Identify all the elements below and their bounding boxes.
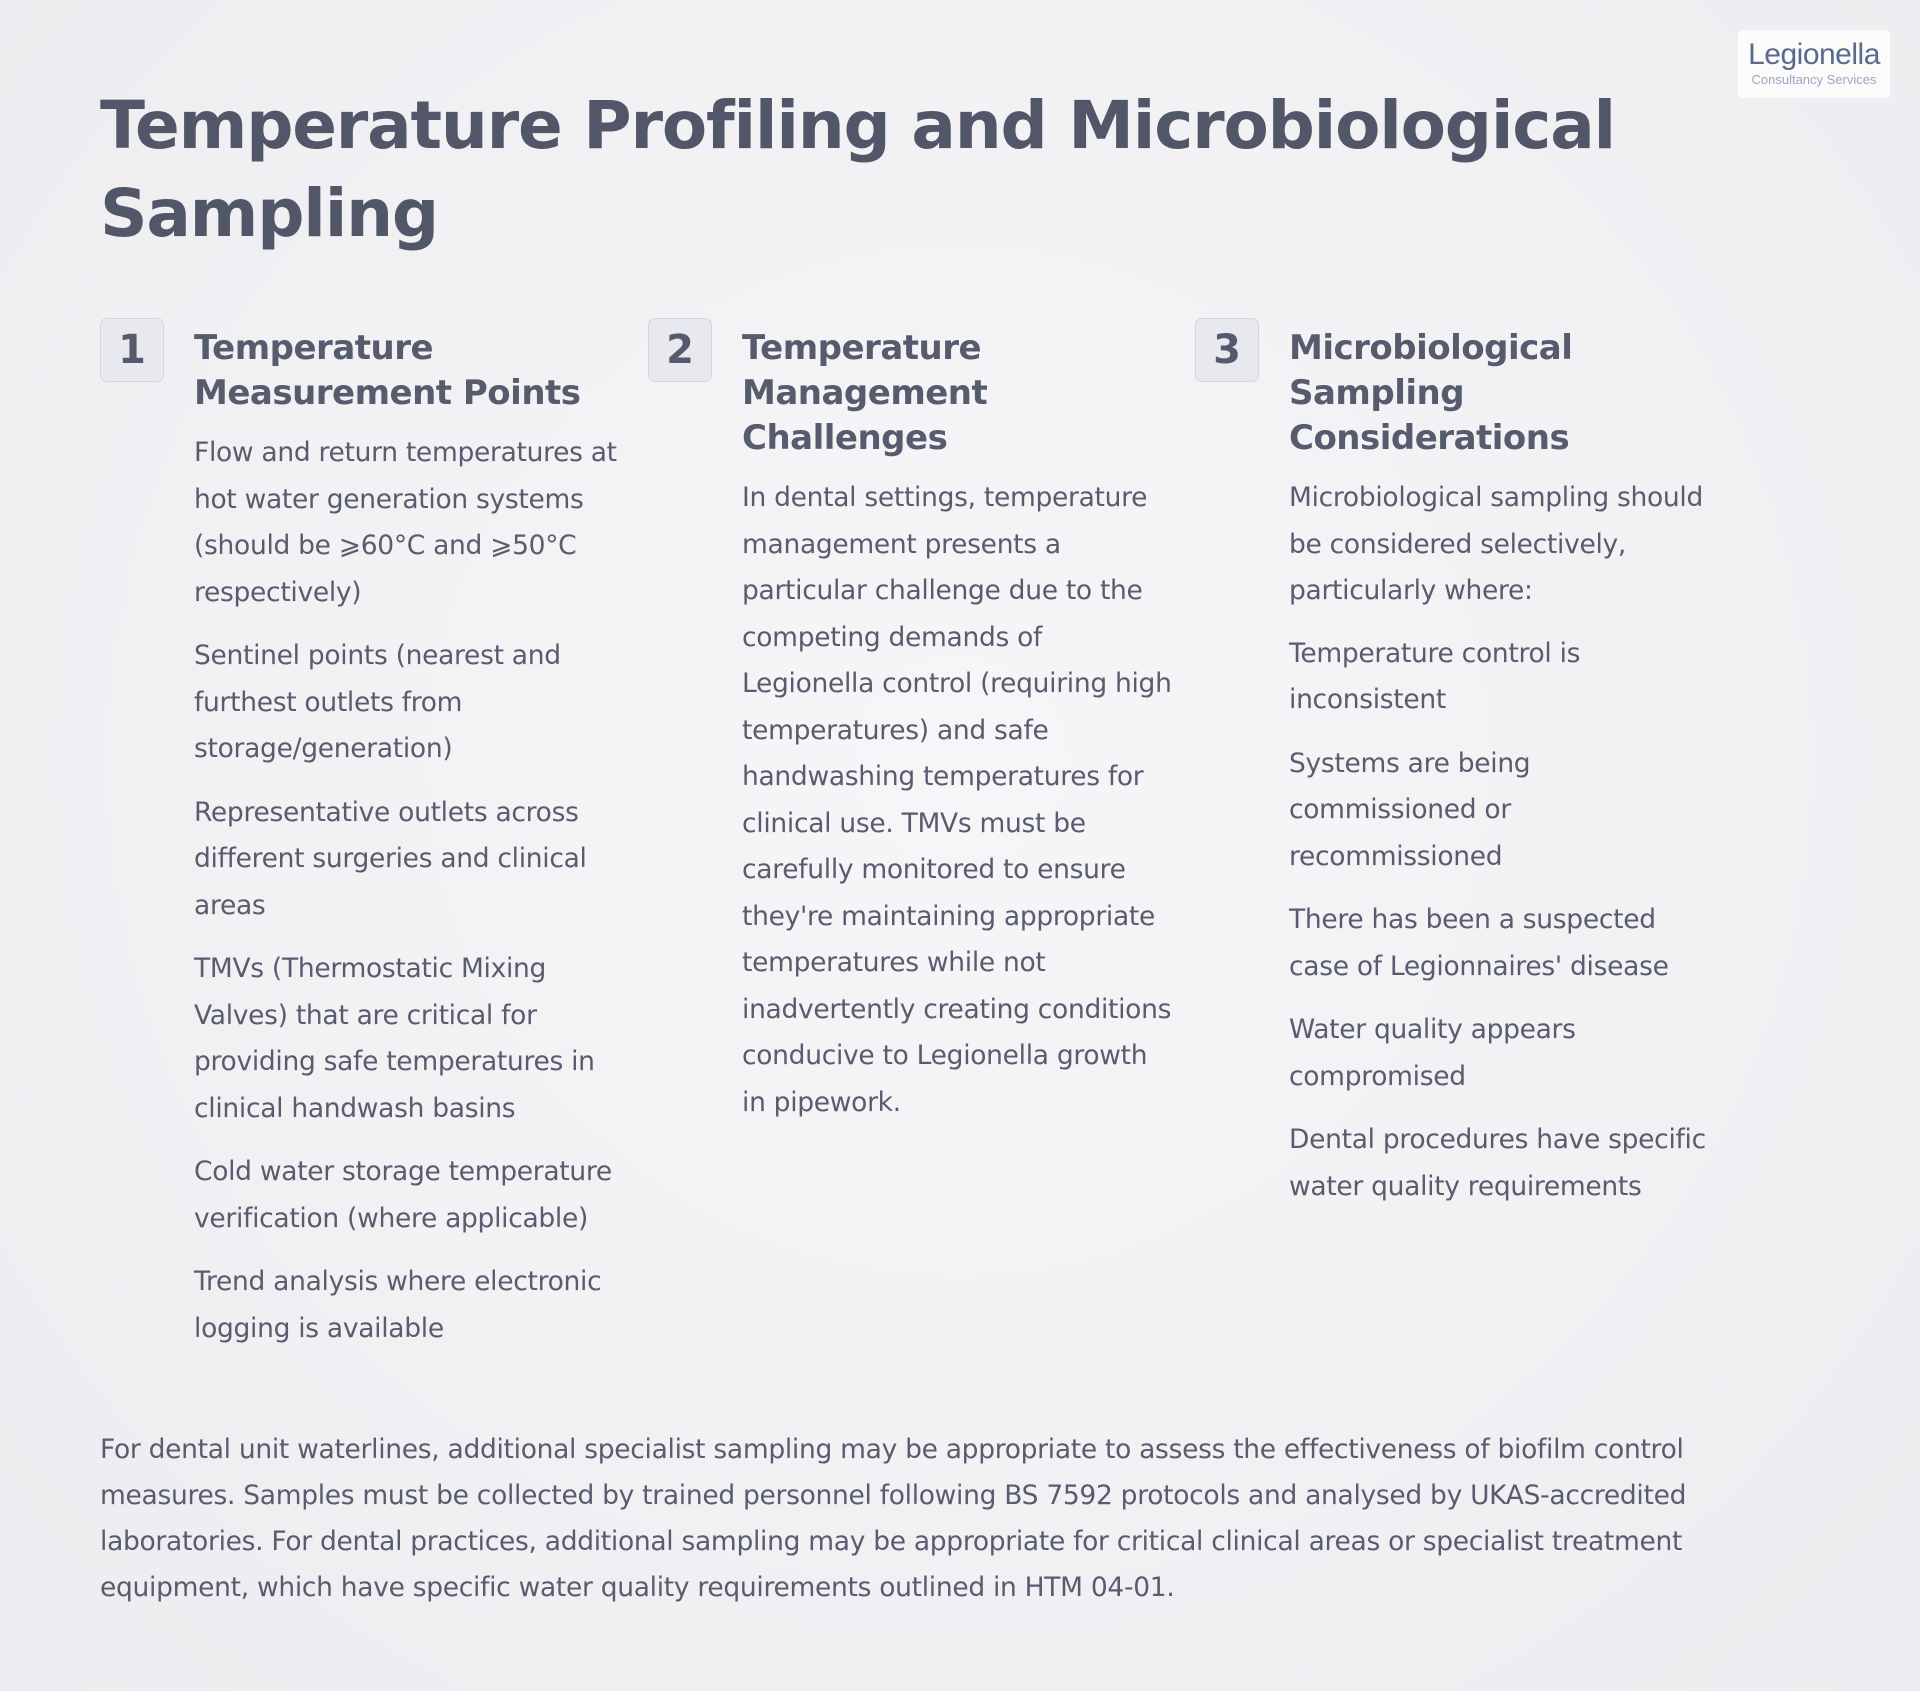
- list-item: Representative outlets across different surgeries and clinical areas: [194, 796, 587, 921]
- section-body: [194, 318, 624, 1369]
- section-number-badge: 1: [100, 318, 164, 382]
- list-item: Trend analysis where electronic logging is available: [194, 1266, 602, 1344]
- section-heading: Temperature Management Challenges: [742, 328, 988, 458]
- section-number-badge: 2: [648, 318, 712, 382]
- section-body: [742, 318, 1172, 1153]
- list-item: TMVs (Thermostatic Mixing Valves) that are critical for providing safe temperatures in clinical handwash basins: [194, 953, 595, 1124]
- footer-paragraph: For dental unit waterlines, additional specialist sampling may be appropriate to assess the effectiveness of biofilm control measures. Samples must be collected by trained personnel following BS 7592 protocols and analysed by UKAS-accredited laboratories. For dental practices, additional sampling may be appropriate for critical clinical areas or specialist treatment equipment, which have specific water quality requirements outlined in HTM 04-01.: [100, 1434, 1687, 1603]
- section-paragraph: In dental settings, temperature management presents a particular challenge due to the competing demands of Legionella control (requiring high temperatures) and safe handwashing temperatures for clinical use. TMVs must be carefully monitored to ensure they're maintaining appropriate temperatures while not inadvertently creating conditions conducive to Legionella growth in pipework.: [742, 482, 1172, 1118]
- list-item: Cold water storage temperature verification (where applicable): [194, 1156, 612, 1234]
- list-item: Temperature control is inconsistent: [1289, 637, 1581, 715]
- page-title: Temperature Profiling and Microbiological Sampling: [100, 87, 1615, 252]
- list-item: Water quality appears compromised: [1289, 1014, 1576, 1092]
- list-item: Dental procedures have specific water quality requirements: [1289, 1124, 1706, 1202]
- section-body: [1289, 318, 1719, 1227]
- logo-wordmark: Legionella: [1748, 38, 1880, 71]
- list-item: Sentinel points (nearest and furthest outlets from storage/generation): [194, 640, 561, 764]
- sampling-conditions-list: [1289, 631, 1719, 1211]
- logo-tagline: Consultancy Services: [1751, 72, 1877, 87]
- section-heading: Microbiological Sampling Considerations: [1289, 328, 1573, 458]
- section-heading: Temperature Measurement Points: [194, 328, 581, 413]
- list-item: There has been a suspected case of Legionnaires' disease: [1289, 904, 1669, 982]
- list-item: Flow and return temperatures at hot water generation systems (should be ⩾60°C and ⩾50°C respectively): [194, 437, 617, 608]
- section-intro: Microbiological sampling should be considered selectively, particularly where:: [1289, 482, 1704, 606]
- section-number-badge: 3: [1195, 318, 1259, 382]
- measurement-points-list: [194, 430, 624, 1352]
- list-item: Systems are being commissioned or recommissioned: [1289, 747, 1531, 872]
- company-logo: [1738, 30, 1890, 98]
